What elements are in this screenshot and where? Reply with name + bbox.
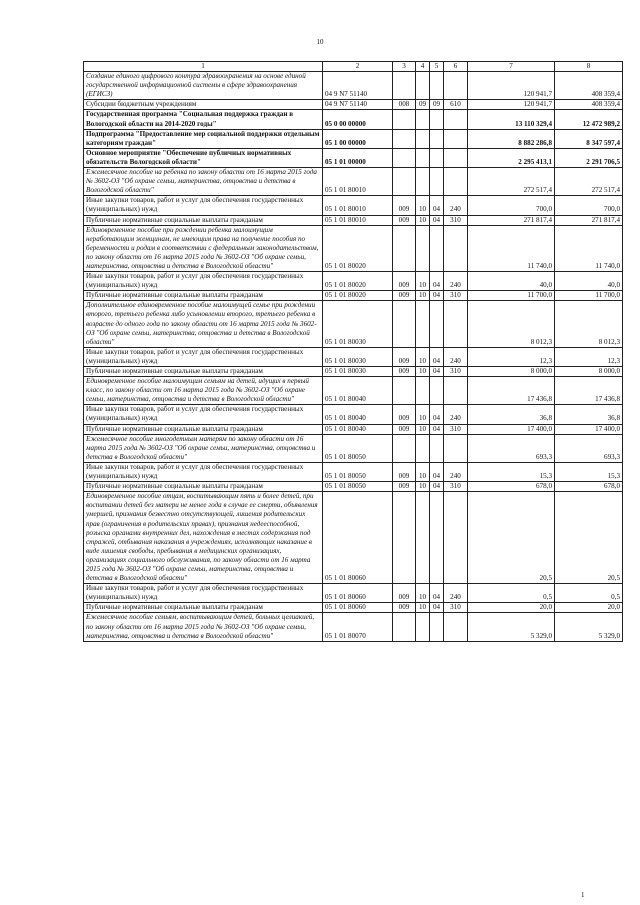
- table-row: [84, 482, 623, 492]
- amount-year-1: 13 110 329,4: [468, 110, 555, 129]
- subsection-code: [430, 434, 444, 462]
- row-name: Основное мероприятие "Обеспечение публичных нормативных обязательств Вологодской области": [84, 148, 323, 167]
- table-row: [84, 613, 623, 641]
- header-cell: 8: [555, 62, 623, 72]
- expense-type-code: [444, 434, 468, 462]
- section-code: 10: [416, 347, 430, 366]
- section-code: 10: [416, 424, 430, 434]
- department-code: 009: [393, 584, 416, 603]
- amount-year-2: 17 436,8: [555, 377, 623, 405]
- expense-type-code: 240: [444, 196, 468, 215]
- header-cell: 7: [468, 62, 555, 72]
- header-cell: 6: [444, 62, 468, 72]
- department-code: 009: [393, 405, 416, 424]
- amount-year-2: 0,5: [555, 584, 623, 603]
- target-article-code: 05 1 01 80040: [323, 377, 393, 405]
- amount-year-1: 271 817,4: [468, 215, 555, 225]
- table-row: [84, 148, 623, 167]
- amount-year-1: 0,5: [468, 584, 555, 603]
- row-name: Иные закупки товаров, работ и услуг для обеспечения государственных (муниципальных) нужд: [84, 405, 323, 424]
- amount-year-2: 40,0: [555, 272, 623, 291]
- subsection-code: 09: [430, 100, 444, 110]
- target-article-code: 05 1 01 80040: [323, 405, 393, 424]
- target-article-code: 05 1 01 80050: [323, 434, 393, 462]
- target-article-code: 05 1 01 80010: [323, 215, 393, 225]
- amount-year-1: 17 400,0: [468, 424, 555, 434]
- amount-year-1: 20,0: [468, 603, 555, 613]
- department-code: 009: [393, 291, 416, 301]
- section-code: 10: [416, 367, 430, 377]
- amount-year-1: 8 000,0: [468, 367, 555, 377]
- amount-year-1: 120 941,7: [468, 72, 555, 100]
- table-row: [84, 347, 623, 366]
- department-code: [393, 129, 416, 148]
- row-name: Публичные нормативные социальные выплаты гражданам: [84, 603, 323, 613]
- amount-year-2: 272 517,4: [555, 168, 623, 196]
- row-name: Иные закупки товаров, работ и услуг для обеспечения государственных (муниципальных) нужд: [84, 347, 323, 366]
- amount-year-1: 120 941,7: [468, 100, 555, 110]
- amount-year-2: 2 291 706,5: [555, 148, 623, 167]
- department-code: 009: [393, 482, 416, 492]
- department-code: [393, 110, 416, 129]
- section-code: [416, 434, 430, 462]
- table-body: [84, 72, 623, 642]
- section-code: [416, 377, 430, 405]
- section-code: 10: [416, 272, 430, 291]
- target-article-code: 05 1 01 80040: [323, 424, 393, 434]
- subsection-code: [430, 377, 444, 405]
- expense-type-code: 310: [444, 482, 468, 492]
- expense-type-code: [444, 225, 468, 271]
- section-code: [416, 168, 430, 196]
- amount-year-1: 8 012,3: [468, 301, 555, 347]
- section-code: 10: [416, 196, 430, 215]
- expense-type-code: [444, 301, 468, 347]
- row-name: Ежемесячное пособие многодетным матерям по закону области от 16 марта 2015 года № 3602-ОЗ "Об охране семьи, материнства, отцовства и детства в Вологодской области": [84, 434, 323, 462]
- department-code: [393, 225, 416, 271]
- amount-year-2: 408 359,4: [555, 100, 623, 110]
- table-row: [84, 377, 623, 405]
- amount-year-1: 678,0: [468, 482, 555, 492]
- section-code: 10: [416, 603, 430, 613]
- section-code: 10: [416, 215, 430, 225]
- amount-year-1: 15,3: [468, 462, 555, 481]
- amount-year-1: 11 740,0: [468, 225, 555, 271]
- amount-year-2: 8 012,3: [555, 301, 623, 347]
- target-article-code: 05 1 01 80060: [323, 603, 393, 613]
- subsection-code: 04: [430, 405, 444, 424]
- table-row: [84, 129, 623, 148]
- page-number: 10: [316, 38, 324, 46]
- row-name: Публичные нормативные социальные выплаты гражданам: [84, 367, 323, 377]
- expense-type-code: [444, 168, 468, 196]
- row-name: Субсидии бюджетным учреждениям: [84, 100, 323, 110]
- header-cell: 3: [393, 62, 416, 72]
- row-name: Ежемесячное пособие на ребенка по закону области от 16 марта 2015 года № 3602-ОЗ "Об охране семьи, материнства, отцовства и детства в Вологодской области": [84, 168, 323, 196]
- department-code: [393, 148, 416, 167]
- target-article-code: 05 1 01 80010: [323, 168, 393, 196]
- row-name: Создание единого цифрового контура здравоохранения на основе единой государственной информационной системы в сфере здравоохранения (ЕГИСЗ): [84, 72, 323, 100]
- department-code: 009: [393, 215, 416, 225]
- amount-year-2: 11 700,0: [555, 291, 623, 301]
- section-code: 09: [416, 100, 430, 110]
- subsection-code: 04: [430, 603, 444, 613]
- target-article-code: 05 1 01 80050: [323, 482, 393, 492]
- department-code: 009: [393, 603, 416, 613]
- subsection-code: [430, 492, 444, 584]
- amount-year-2: 271 817,4: [555, 215, 623, 225]
- amount-year-2: 15,3: [555, 462, 623, 481]
- department-code: [393, 301, 416, 347]
- table-row: [84, 301, 623, 347]
- section-code: 10: [416, 584, 430, 603]
- table-row: [84, 110, 623, 129]
- table-row: [84, 424, 623, 434]
- target-article-code: 04 9 N7 51140: [323, 72, 393, 100]
- table-row: [84, 100, 623, 110]
- subsection-code: 04: [430, 196, 444, 215]
- amount-year-2: 8 000,0: [555, 367, 623, 377]
- row-name: Иные закупки товаров, работ и услуг для обеспечения государственных (муниципальных) нужд: [84, 584, 323, 603]
- amount-year-1: 20,5: [468, 492, 555, 584]
- subsection-code: 04: [430, 347, 444, 366]
- table-row: [84, 367, 623, 377]
- amount-year-2: 693,3: [555, 434, 623, 462]
- section-code: 10: [416, 405, 430, 424]
- amount-year-2: 5 329,0: [555, 613, 623, 641]
- row-name: Иные закупки товаров, работ и услуг для обеспечения государственных (муниципальных) нужд: [84, 196, 323, 215]
- subsection-code: [430, 72, 444, 100]
- table-row: [84, 291, 623, 301]
- amount-year-2: 12 472 989,2: [555, 110, 623, 129]
- target-article-code: 05 1 01 80060: [323, 492, 393, 584]
- section-code: [416, 110, 430, 129]
- corner-mark: 1: [581, 891, 585, 899]
- subsection-code: [430, 301, 444, 347]
- table-header-row: [84, 62, 623, 72]
- section-code: [416, 225, 430, 271]
- header-cell: 1: [84, 62, 323, 72]
- row-name: Государственная программа "Социальная поддержка граждан в Вологодской области на 2014-2020 годы": [84, 110, 323, 129]
- amount-year-2: 700,0: [555, 196, 623, 215]
- target-article-code: 05 1 01 80050: [323, 462, 393, 481]
- subsection-code: [430, 110, 444, 129]
- target-article-code: 05 1 01 80020: [323, 291, 393, 301]
- subsection-code: 04: [430, 367, 444, 377]
- department-code: [393, 377, 416, 405]
- amount-year-2: 20,5: [555, 492, 623, 584]
- department-code: [393, 168, 416, 196]
- target-article-code: 05 1 01 80010: [323, 196, 393, 215]
- amount-year-1: 5 329,0: [468, 613, 555, 641]
- subsection-code: 04: [430, 215, 444, 225]
- table-row: [84, 584, 623, 603]
- amount-year-1: 693,3: [468, 434, 555, 462]
- department-code: [393, 434, 416, 462]
- expense-type-code: [444, 492, 468, 584]
- target-article-code: 05 1 01 80020: [323, 225, 393, 271]
- amount-year-2: 11 740,0: [555, 225, 623, 271]
- table-row: [84, 492, 623, 584]
- subsection-code: [430, 129, 444, 148]
- amount-year-2: 678,0: [555, 482, 623, 492]
- amount-year-1: 36,8: [468, 405, 555, 424]
- target-article-code: 05 1 00 00000: [323, 129, 393, 148]
- row-name: Единовременное пособие отцам, воспитывающим пять и более детей, при воспитании детей без матери не менее года в случае ее смерти, объявления умершей, признания безвестно отсутствующей, лишения родительских прав (ограничения в родительских правах), признания недееспособной, розыска органами внутренних дел, нахождения в местах содержания под стражей, отбывания наказания в учреждениях, исполняющих наказание в виде лишения свободы, пребывания в медицинских организациях, организациях социального обслуживания, по закону области от 16 марта 2015 года № 3602-ОЗ "Об охране семьи, материнства, отцовства и детства в Вологодской области": [84, 492, 323, 584]
- table-row: [84, 215, 623, 225]
- subsection-code: [430, 225, 444, 271]
- department-code: 008: [393, 100, 416, 110]
- subsection-code: [430, 613, 444, 641]
- expense-type-code: 310: [444, 603, 468, 613]
- amount-year-1: 17 436,8: [468, 377, 555, 405]
- target-article-code: 05 1 01 80030: [323, 347, 393, 366]
- department-code: [393, 492, 416, 584]
- section-code: [416, 301, 430, 347]
- expense-type-code: [444, 72, 468, 100]
- department-code: 009: [393, 347, 416, 366]
- target-article-code: 05 1 01 80030: [323, 367, 393, 377]
- subsection-code: 04: [430, 482, 444, 492]
- target-article-code: 05 1 01 00000: [323, 148, 393, 167]
- row-name: Иные закупки товаров, работ и услуг для обеспечения государственных (муниципальных) нужд: [84, 272, 323, 291]
- department-code: 009: [393, 272, 416, 291]
- amount-year-2: 8 347 597,4: [555, 129, 623, 148]
- expense-type-code: 240: [444, 462, 468, 481]
- expense-type-code: 310: [444, 215, 468, 225]
- expense-type-code: 240: [444, 272, 468, 291]
- expense-type-code: 310: [444, 291, 468, 301]
- amount-year-1: 2 295 413,1: [468, 148, 555, 167]
- expense-type-code: 240: [444, 584, 468, 603]
- department-code: [393, 613, 416, 641]
- amount-year-1: 40,0: [468, 272, 555, 291]
- section-code: 10: [416, 482, 430, 492]
- row-name: Публичные нормативные социальные выплаты гражданам: [84, 215, 323, 225]
- target-article-code: 05 1 01 80070: [323, 613, 393, 641]
- department-code: [393, 72, 416, 100]
- amount-year-2: 12,3: [555, 347, 623, 366]
- amount-year-1: 8 882 286,8: [468, 129, 555, 148]
- section-code: [416, 129, 430, 148]
- subsection-code: 04: [430, 462, 444, 481]
- row-name: Публичные нормативные социальные выплаты гражданам: [84, 291, 323, 301]
- amount-year-2: 17 400,0: [555, 424, 623, 434]
- expense-type-code: [444, 110, 468, 129]
- department-code: 009: [393, 367, 416, 377]
- section-code: [416, 613, 430, 641]
- row-name: Ежемесячное пособие семьям, воспитывающим детей, больных целиакией, по закону области от 16 марта 2015 года № 3602-ОЗ "Об охране семьи, материнства, отцовства и детства в Вологодской области": [84, 613, 323, 641]
- amount-year-1: 11 700,0: [468, 291, 555, 301]
- target-article-code: 05 1 01 80030: [323, 301, 393, 347]
- header-cell: 2: [323, 62, 393, 72]
- expense-type-code: [444, 613, 468, 641]
- table-row: [84, 405, 623, 424]
- department-code: 009: [393, 424, 416, 434]
- row-name: Иные закупки товаров, работ и услуг для обеспечения государственных (муниципальных) нужд: [84, 462, 323, 481]
- expense-type-code: 610: [444, 100, 468, 110]
- table-row: [84, 462, 623, 481]
- section-code: [416, 492, 430, 584]
- expense-type-code: 310: [444, 424, 468, 434]
- row-name: Публичные нормативные социальные выплаты гражданам: [84, 424, 323, 434]
- subsection-code: [430, 168, 444, 196]
- budget-table: [83, 61, 623, 642]
- subsection-code: 04: [430, 424, 444, 434]
- target-article-code: 05 1 01 80020: [323, 272, 393, 291]
- section-code: [416, 72, 430, 100]
- department-code: 009: [393, 462, 416, 481]
- expense-type-code: 240: [444, 405, 468, 424]
- subsection-code: 04: [430, 584, 444, 603]
- table-row: [84, 434, 623, 462]
- expense-type-code: 240: [444, 347, 468, 366]
- target-article-code: 05 0 00 00000: [323, 110, 393, 129]
- header-cell: 5: [430, 62, 444, 72]
- expense-type-code: [444, 377, 468, 405]
- row-name: Единовременное пособие при рождении ребенка малоимущим неработающим женщинам, не имеющим права на получение пособия по беременности и родам в соответствии с федеральным законодательством, по закону области от 16 марта 2015 года № 3602-ОЗ "Об охране семьи, материнства, отцовства и детства в Вологодской области": [84, 225, 323, 271]
- amount-year-2: 36,8: [555, 405, 623, 424]
- section-code: 10: [416, 291, 430, 301]
- amount-year-1: 12,3: [468, 347, 555, 366]
- table-row: [84, 196, 623, 215]
- target-article-code: 04 9 N7 51140: [323, 100, 393, 110]
- table-row: [84, 603, 623, 613]
- expense-type-code: [444, 129, 468, 148]
- department-code: 009: [393, 196, 416, 215]
- row-name: Единовременное пособие малоимущим семьям на детей, идущих в первый класс, по закону области от 16 марта 2015 года № 3602-ОЗ "Об охране семьи, материнства, отцовства и детства в Вологодской области": [84, 377, 323, 405]
- subsection-code: 04: [430, 272, 444, 291]
- header-cell: 4: [416, 62, 430, 72]
- target-article-code: 05 1 01 80060: [323, 584, 393, 603]
- table-row: [84, 72, 623, 100]
- table-row: [84, 272, 623, 291]
- row-name: Подпрограмма "Предоставление мер социальной поддержки отдельным категориям граждан": [84, 129, 323, 148]
- row-name: Публичные нормативные социальные выплаты гражданам: [84, 482, 323, 492]
- expense-type-code: [444, 148, 468, 167]
- subsection-code: 04: [430, 291, 444, 301]
- subsection-code: [430, 148, 444, 167]
- section-code: 10: [416, 462, 430, 481]
- table-row: [84, 168, 623, 196]
- amount-year-2: 20,0: [555, 603, 623, 613]
- expense-type-code: 310: [444, 367, 468, 377]
- section-code: [416, 148, 430, 167]
- amount-year-1: 272 517,4: [468, 168, 555, 196]
- table-row: [84, 225, 623, 271]
- amount-year-1: 700,0: [468, 196, 555, 215]
- amount-year-2: 408 359,4: [555, 72, 623, 100]
- row-name: Дополнительное единовременное пособие малоимущей семье при рождении второго, третьего ребенка либо усыновлении второго, третьего ребенка в возрасте до одного года по закону области от 16 марта 2015 года № 3602-ОЗ "Об охране семьи, материнства, отцовства и детства в Вологодской области": [84, 301, 323, 347]
